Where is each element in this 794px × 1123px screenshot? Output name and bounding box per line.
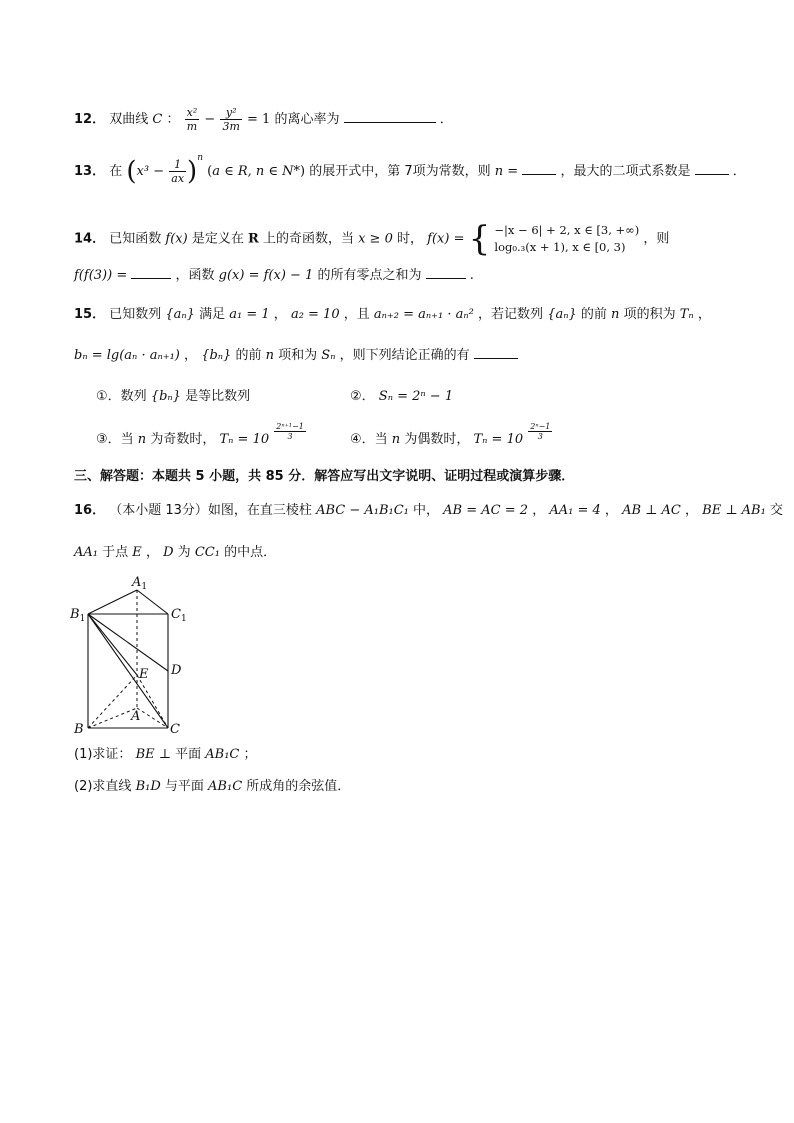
q13-end: ．	[732, 164, 746, 179]
label-e: E	[139, 667, 149, 682]
q12-end: ．	[439, 112, 453, 127]
q14-fx-eq: f(x) =	[427, 231, 465, 247]
q16-text-c: 交	[769, 503, 783, 518]
q15-opt4-n: n	[391, 432, 401, 447]
label-b1: $B_1$	[70, 607, 86, 624]
q16-E: E	[132, 545, 142, 560]
q16-cc1: CC₁	[194, 545, 220, 560]
question-number: 16．	[74, 503, 106, 518]
q12-text-a: 双曲线	[109, 112, 149, 127]
q16-part-1	[74, 746, 257, 764]
q12-frac2-den: 3m	[222, 120, 240, 133]
q16-prism: ABC − A₁B₁C₁	[316, 503, 409, 518]
q16-part1-plane: AB₁C	[205, 747, 240, 762]
q16-text-b: 中，	[413, 503, 440, 518]
q15-seq-a: {aₙ}	[165, 307, 195, 322]
q15-text-b: 满足	[199, 307, 226, 322]
q15-opt3-T: Tₙ = 10	[219, 432, 270, 447]
q14-text-e: ，则	[643, 231, 670, 247]
q15-text-c: ，且	[343, 307, 370, 322]
segment-b1c	[88, 614, 168, 728]
q13-text-c: ，最大的二项式系数是	[560, 164, 691, 179]
q15-text-i: ，则下列结论正确的有	[339, 348, 470, 363]
q14-piecewise	[494, 222, 639, 256]
question-16-line-2	[74, 544, 276, 562]
q14-line2-b: ，函数	[175, 268, 215, 283]
q15-sep2: ，	[184, 348, 198, 363]
question-14	[74, 219, 670, 259]
q12-frac2-num: y²	[220, 106, 241, 120]
edge-a1c1	[137, 590, 168, 614]
segment-be-dashed	[88, 675, 137, 728]
option-label: ②．	[350, 389, 375, 404]
q13-text-a: 在	[109, 164, 123, 179]
q15-opt4-exp-den: 3	[537, 432, 543, 441]
q16-sep2: ，	[604, 503, 618, 518]
label-c1: $C_1$	[171, 607, 187, 624]
question-number: 15．	[74, 307, 106, 322]
q16-aa1-b: AA₁	[74, 545, 98, 560]
q15-text-d: ，若记数列	[478, 307, 544, 322]
q15-option-2	[350, 388, 453, 406]
q16-part2-end: 所成角的余弦值．	[246, 779, 351, 794]
question-14-line-2	[74, 266, 474, 285]
segment-b1d	[88, 614, 168, 671]
q16-sep1: ，	[532, 503, 546, 518]
q15-seq-b: {bₙ}	[201, 348, 232, 363]
q14-case-1: −|x − 6| + 2, x ∈ [3, +∞)	[494, 223, 640, 237]
q16-line2-d: 的中点．	[224, 545, 277, 560]
q13-fraction	[169, 158, 186, 185]
q13-base: x³ −	[136, 164, 165, 179]
q14-case-2: log₀.₃(x + 1), x ∈ [0, 3)	[494, 240, 626, 254]
q16-perp2: BE ⊥ AB₁	[702, 503, 766, 518]
q16-part2-plane: AB₁C	[208, 779, 243, 794]
answer-blank[interactable]	[426, 266, 466, 279]
q15-text-a: 已知数列	[109, 307, 162, 322]
q12-fraction-1	[185, 106, 200, 133]
q15-option-4	[350, 422, 553, 449]
q12-frac1-num: x²	[186, 106, 198, 119]
q15-opt4-exponent	[528, 422, 552, 441]
q15-Sn: Sₙ	[321, 348, 336, 363]
q16-part1-expr: BE ⊥	[135, 747, 171, 762]
answer-blank[interactable]	[522, 162, 556, 175]
q13-condition: a ∈ R, n ∈ N*	[212, 164, 301, 179]
q12-equals: = 1	[247, 112, 271, 127]
q15-option-3	[96, 422, 307, 449]
q16-part2-text: 与平面	[164, 779, 204, 794]
q12-minus: −	[204, 112, 216, 127]
q15-recurrence: aₙ₊₂ = aₙ₊₁ · aₙ²	[373, 307, 474, 322]
edge-a1b1	[88, 590, 137, 614]
q12-fraction-2	[220, 106, 241, 133]
q15-sep1: ，	[273, 307, 287, 322]
question-16	[74, 502, 783, 520]
q13-cond-close: )	[300, 164, 306, 179]
segment-b1e	[88, 614, 137, 675]
q15-n2: n	[265, 348, 274, 363]
label-d: D	[171, 663, 182, 678]
label-c: C	[170, 722, 180, 737]
q15-text-f: 项的积为	[623, 307, 676, 322]
label-b: B	[74, 722, 84, 737]
q14-end: .	[469, 268, 474, 283]
q14-ffx: f(f(3)) =	[74, 268, 128, 283]
part-label: (1)求证：	[74, 747, 132, 762]
q14-text-a: 已知函数	[109, 231, 162, 247]
q14-text-d: 时，	[397, 231, 424, 247]
q15-opt3-exp-num: 2ⁿ⁺¹−1	[276, 422, 304, 431]
label-a: A	[131, 709, 141, 724]
option-label: ①．数列	[96, 389, 147, 404]
q12-colon: ：	[166, 112, 180, 127]
question-number: 14．	[74, 231, 106, 247]
q13-n-eq: n =	[494, 164, 519, 179]
q15-n: n	[611, 307, 620, 322]
q16-part2-line: B₁D	[135, 779, 161, 794]
q13-cond-open: (	[207, 164, 213, 179]
q14-fx: f(x)	[165, 231, 188, 247]
q12-var-c: C	[152, 112, 163, 127]
prism-figure	[60, 570, 200, 740]
q16-part-2	[74, 778, 350, 796]
q14-R: R	[247, 231, 259, 247]
q15-opt1-text: 是等比数列	[185, 389, 251, 404]
q15-opt4-T: Tₙ = 10	[473, 432, 524, 447]
q15-text-h: 项和为	[278, 348, 318, 363]
q15-text-g: 的前	[235, 348, 262, 363]
q16-part1-end: ；	[243, 747, 257, 762]
q16-sep3: ，	[684, 503, 698, 518]
q15-opt4-text: 为偶数时，	[404, 432, 470, 447]
question-15	[74, 306, 711, 324]
question-number: 13．	[74, 164, 106, 179]
q14-text-c: 上的奇函数，当	[262, 231, 354, 247]
q13-frac-num: 1	[169, 158, 186, 172]
q16-line2-a: 于点	[102, 545, 129, 560]
q14-gx: g(x) = f(x) − 1	[218, 268, 314, 283]
left-brace: {	[468, 219, 491, 259]
question-number: 12．	[74, 112, 106, 127]
left-paren: (	[126, 156, 137, 187]
question-12	[74, 106, 453, 133]
q15-opt3-exponent	[274, 422, 306, 441]
q13-exponent: n	[197, 152, 203, 163]
q16-ab-ac: AB = AC = 2	[443, 503, 529, 518]
q14-text-b: 是定义在	[191, 231, 244, 247]
q15-opt3-exp-den: 3	[287, 432, 293, 441]
label-a1: $A_1$	[132, 575, 148, 592]
q16-D: D	[163, 545, 174, 560]
q15-opt3-text: 为奇数时，	[150, 432, 216, 447]
q15-a2: a₂ = 10	[290, 307, 340, 322]
q15-Tn: Tₙ	[679, 307, 694, 322]
q15-a1: a₁ = 1	[229, 307, 270, 322]
q16-part1-text: 平面	[175, 747, 202, 762]
q13-text-b: 的展开式中，第 7项为常数，则	[309, 164, 491, 179]
q16-perp1: AB ⊥ AC	[622, 503, 681, 518]
q16-aa1: AA₁ = 4	[549, 503, 601, 518]
q12-text-b: 的离心率为	[274, 112, 340, 127]
q15-opt1-seq: {bₙ}	[150, 389, 181, 404]
q14-line2-c: 的所有零点之和为	[317, 268, 422, 283]
q15-opt2-expr: Sₙ = 2ⁿ − 1	[378, 389, 454, 404]
segment-ec-dashed	[137, 675, 168, 728]
q15-opt3-n: n	[137, 432, 147, 447]
q15-seq-a2: {aₙ}	[547, 307, 577, 322]
question-13	[74, 152, 746, 187]
answer-blank[interactable]	[695, 162, 729, 175]
q13-frac-den: ax	[171, 172, 185, 185]
edge-ac-dashed	[137, 708, 168, 728]
q16-line2-c: 为	[177, 545, 191, 560]
section-title: 三、解答题：本题共 5 小题，共 85 分．解答应写出文字说明、证明过程或演算步骤．	[74, 469, 575, 484]
question-15-line-2	[74, 346, 518, 365]
q15-option-1	[96, 388, 250, 406]
part-label: (2)求直线	[74, 779, 132, 794]
q16-text-a: （本小题 13分）如图，在直三棱柱	[109, 503, 312, 518]
option-label: ④．当	[350, 432, 388, 447]
q12-frac1-den: m	[186, 120, 198, 133]
answer-blank[interactable]	[131, 266, 171, 279]
right-paren: )	[187, 156, 198, 187]
edge-ab-dashed	[88, 708, 137, 728]
q15-end1: ，	[697, 307, 711, 322]
q15-text-e: 的前	[580, 307, 607, 322]
q16-line2-b: ，	[145, 545, 159, 560]
answer-blank[interactable]	[344, 110, 436, 123]
answer-blank[interactable]	[474, 346, 518, 359]
q15-bn: bₙ = lg(aₙ · aₙ₊₁)	[74, 348, 180, 363]
option-label: ③．当	[96, 432, 134, 447]
q14-cond: x ≥ 0	[358, 231, 393, 247]
q15-opt4-exp-num: 2ⁿ−1	[530, 422, 551, 431]
